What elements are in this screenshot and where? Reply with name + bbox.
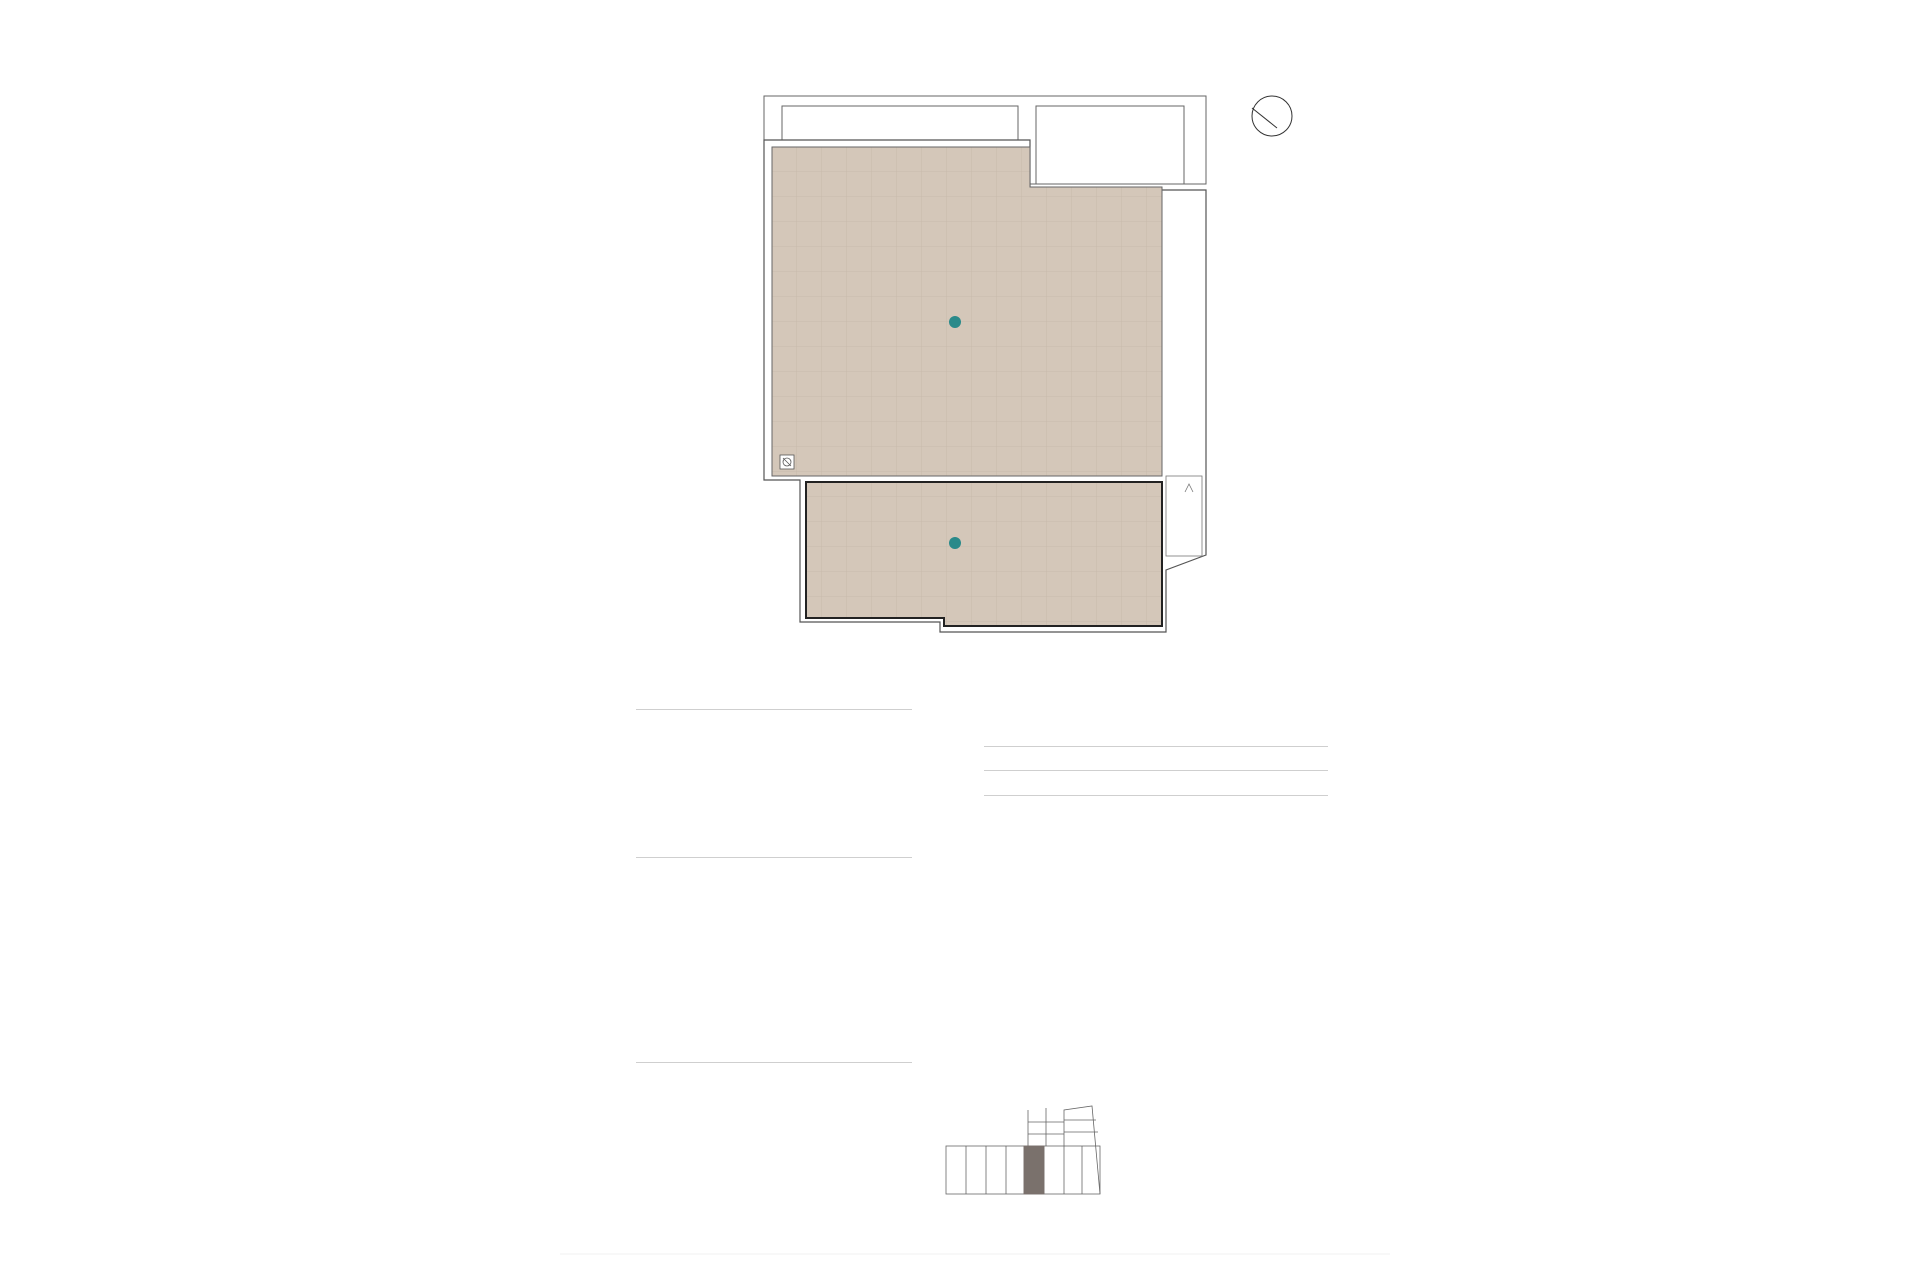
totals-row bbox=[984, 773, 1328, 796]
totals-row bbox=[984, 724, 1328, 747]
north-arrow-icon bbox=[1252, 96, 1292, 136]
solarium-area bbox=[772, 147, 1162, 476]
section-planta-sotano bbox=[636, 705, 912, 710]
room-row bbox=[636, 981, 896, 995]
marker-10 bbox=[949, 316, 961, 328]
room-row bbox=[636, 1022, 896, 1036]
marker-11 bbox=[949, 537, 961, 549]
stairs bbox=[1166, 476, 1202, 556]
room-row bbox=[636, 960, 896, 974]
shaft-icon bbox=[780, 455, 794, 469]
room-row bbox=[636, 880, 896, 894]
location-key-plan bbox=[946, 1106, 1100, 1194]
totals-row bbox=[984, 748, 1328, 771]
section-planta-baja bbox=[636, 853, 912, 858]
room-row bbox=[636, 1107, 896, 1121]
room-row bbox=[636, 897, 954, 911]
room-row bbox=[636, 833, 896, 847]
totals-row bbox=[984, 798, 1328, 820]
room-row bbox=[636, 1002, 896, 1016]
room-row bbox=[636, 749, 896, 763]
room-row bbox=[636, 1039, 896, 1053]
room-row bbox=[636, 728, 896, 742]
gravel-roof-area bbox=[806, 482, 1162, 626]
room-row bbox=[636, 812, 896, 826]
room-row bbox=[636, 770, 896, 784]
room-row bbox=[636, 791, 896, 805]
section-planta-cubierta bbox=[636, 1058, 912, 1063]
room-row bbox=[636, 939, 896, 953]
room-row bbox=[636, 918, 896, 932]
room-row bbox=[636, 1086, 896, 1100]
